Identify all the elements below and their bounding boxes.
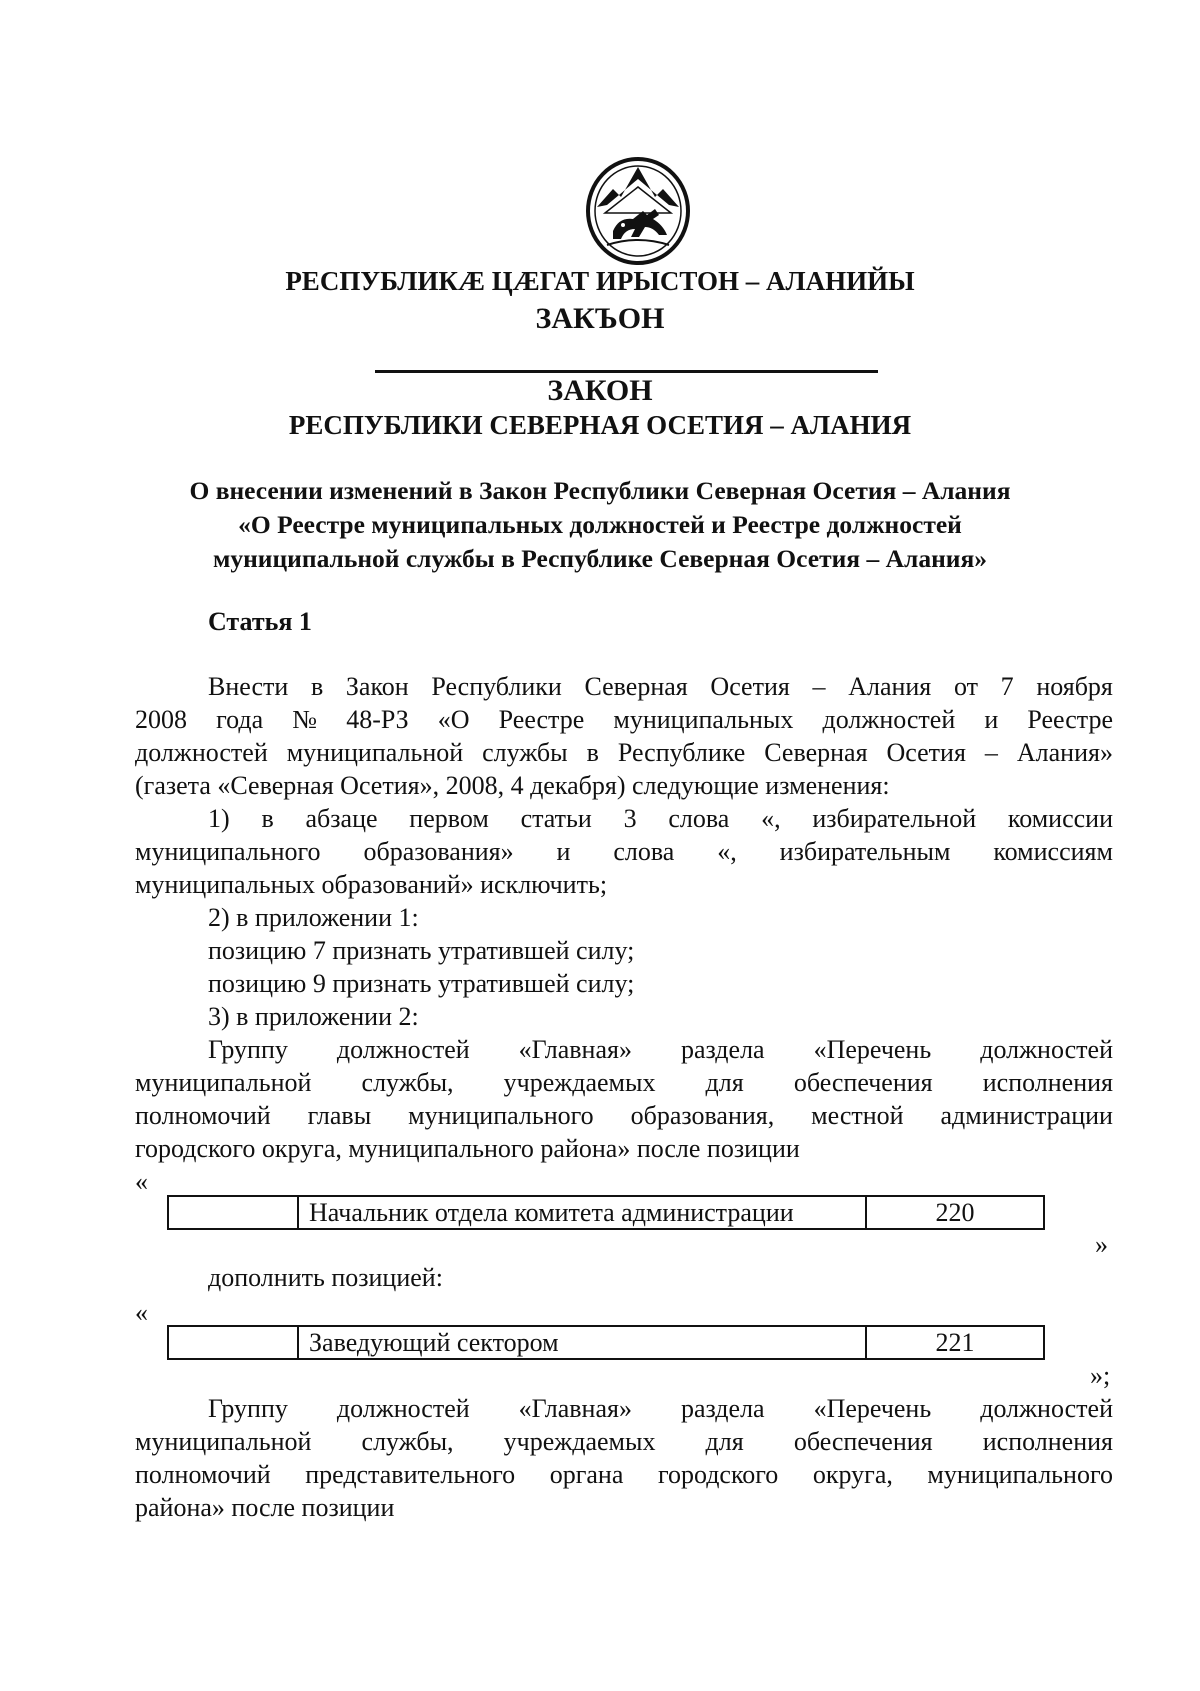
word: комиссиям — [993, 837, 1113, 866]
intro-line-3 — [135, 738, 1113, 768]
ossetian-title: РЕСПУБЛИКÆ ЦÆГАТ ИРЫСТОН – АЛАНИЙЫ — [285, 266, 915, 296]
table1-code-cell: 220 — [866, 1196, 1044, 1229]
word: исполнения — [982, 1427, 1113, 1456]
word: в — [586, 738, 599, 767]
word: Республики — [431, 672, 562, 701]
word: Северная — [764, 738, 868, 767]
word: абзаце — [305, 804, 378, 833]
word: образования, — [630, 1101, 775, 1130]
word: избирательной — [812, 804, 977, 833]
russian-title: РЕСПУБЛИКИ СЕВЕРНАЯ ОСЕТИЯ – АЛАНИЯ — [288, 410, 912, 440]
item1-line-1 — [208, 804, 1113, 834]
group1-line-1 — [208, 1035, 1113, 1065]
quote-open-2: « — [135, 1298, 148, 1327]
word: и — [556, 837, 571, 866]
subject-line-1: О внесении изменений в Закон Республики Северная Осетия – Алания — [189, 476, 1011, 505]
quote-open-1: « — [135, 1167, 148, 1196]
word: должностей — [980, 1035, 1113, 1064]
group2-line-4: района» после позиции — [135, 1493, 395, 1522]
word: 1) — [208, 804, 230, 833]
word: избирательным — [779, 837, 951, 866]
word: муниципального — [135, 837, 321, 866]
word: должностей — [135, 738, 268, 767]
word: слова — [613, 837, 675, 866]
item3-title: 3) в приложении 2: — [208, 1002, 419, 1031]
word: Группу — [208, 1035, 288, 1064]
word: округа, — [812, 1460, 893, 1489]
position-table-1 — [167, 1195, 1045, 1230]
word: 3 — [623, 804, 637, 833]
word: «Перечень — [813, 1394, 932, 1423]
word: службы — [482, 738, 568, 767]
word: ноября — [1036, 672, 1113, 701]
word: исполнения — [982, 1068, 1113, 1097]
word: учреждаемых — [503, 1427, 656, 1456]
word: обеспечения — [793, 1068, 933, 1097]
subject-line-3: муниципальной службы в Республике Северная Осетия – Алания» — [212, 544, 987, 573]
word: муниципальной — [135, 1068, 312, 1097]
word: местной — [811, 1101, 904, 1130]
word: Республике — [617, 738, 746, 767]
word: Осетия — [710, 672, 790, 701]
word: Реестре — [1027, 705, 1113, 734]
item1-line-3: муниципальных образований» исключить; — [135, 870, 608, 899]
word: «, — [761, 804, 781, 833]
word: должностей — [980, 1394, 1113, 1423]
word: обеспечения — [793, 1427, 933, 1456]
word: Алания — [848, 672, 932, 701]
quote-close-2: »; — [1090, 1361, 1111, 1390]
word: органа — [549, 1460, 624, 1489]
word: муниципального — [408, 1101, 594, 1130]
item2-title: 2) в приложении 1: — [208, 903, 419, 932]
word: учреждаемых — [503, 1068, 656, 1097]
word: муниципальной — [135, 1427, 312, 1456]
word: должностей — [336, 1394, 470, 1423]
intro-line-4: (газета «Северная Осетия», 2008, 4 декабря) следующие изменения: — [135, 771, 890, 800]
word: муниципальных — [613, 705, 794, 734]
word: «, — [717, 837, 737, 866]
header-divider — [375, 370, 878, 373]
table-row — [168, 1326, 1044, 1359]
word: года — [216, 705, 264, 734]
word: должностей — [822, 705, 956, 734]
ossetian-doc-type: ЗАКЪОН — [535, 302, 665, 335]
word: полномочий — [135, 1101, 271, 1130]
intro-line-2 — [135, 705, 1113, 735]
supplement-text: дополнить позицией: — [208, 1263, 443, 1292]
word: раздела — [680, 1394, 765, 1423]
group1-line-3 — [135, 1101, 1113, 1131]
table1-number-cell — [168, 1196, 298, 1229]
word: для — [705, 1068, 744, 1097]
group2-line-3 — [135, 1460, 1113, 1490]
word: от — [953, 672, 978, 701]
word: Осетия — [886, 738, 966, 767]
word: службы, — [361, 1427, 454, 1456]
table2-title-cell: Заведующий сектором — [298, 1326, 866, 1359]
group1-line-2 — [135, 1068, 1113, 1098]
word: полномочий — [135, 1460, 271, 1489]
word: администрации — [940, 1101, 1113, 1130]
word: Группу — [208, 1394, 288, 1423]
word: Внести — [208, 672, 289, 701]
word: комиссии — [1007, 804, 1113, 833]
word: представительного — [305, 1460, 516, 1489]
word: «Перечень — [813, 1035, 932, 1064]
quote-close-1: » — [1095, 1230, 1108, 1259]
word: в — [310, 672, 324, 701]
group1-line-4: городского округа, муниципального района» после позиции — [135, 1134, 800, 1163]
article-title: Статья 1 — [208, 607, 312, 636]
word: «Главная» — [518, 1035, 632, 1064]
word: 7 — [1000, 672, 1014, 701]
intro-line-1 — [208, 672, 1113, 702]
position-table-2 — [167, 1325, 1045, 1360]
word: Алания» — [1016, 738, 1113, 767]
word: – — [812, 672, 826, 701]
word: 48-РЗ — [346, 705, 409, 734]
group2-line-1 — [208, 1394, 1113, 1424]
word: Реестре — [498, 705, 585, 734]
word: для — [705, 1427, 744, 1456]
table-row — [168, 1196, 1044, 1229]
word: статьи — [520, 804, 592, 833]
word: «О — [437, 705, 470, 734]
table2-number-cell — [168, 1326, 298, 1359]
table1-title-cell: Начальник отдела комитета администрации — [298, 1196, 866, 1229]
word: Закон — [345, 672, 409, 701]
word: раздела — [680, 1035, 765, 1064]
item2-position-9: позицию 9 признать утратившей силу; — [208, 969, 635, 998]
word: – — [984, 738, 998, 767]
word: Северная — [584, 672, 688, 701]
word: должностей — [336, 1035, 470, 1064]
word: муниципального — [927, 1460, 1113, 1489]
table2-code-cell: 221 — [866, 1326, 1044, 1359]
word: «Главная» — [518, 1394, 632, 1423]
item2-position-7: позицию 7 признать утратившей силу; — [208, 936, 635, 965]
word: городского — [657, 1460, 779, 1489]
word: первом — [409, 804, 489, 833]
coat-of-arms-icon — [583, 155, 693, 265]
word: и — [984, 705, 999, 734]
subject-line-2: «О Реестре муниципальных должностей и Реестре должностей — [238, 510, 962, 539]
word: № — [292, 705, 318, 734]
russian-doc-type: ЗАКОН — [547, 374, 653, 407]
word: главы — [307, 1101, 372, 1130]
group2-line-2 — [135, 1427, 1113, 1457]
word: 2008 — [135, 705, 187, 734]
word: службы, — [361, 1068, 454, 1097]
word: образования» — [363, 837, 514, 866]
word: в — [261, 804, 274, 833]
word: муниципальной — [286, 738, 464, 767]
item1-line-2 — [135, 837, 1113, 867]
word: слова — [668, 804, 730, 833]
